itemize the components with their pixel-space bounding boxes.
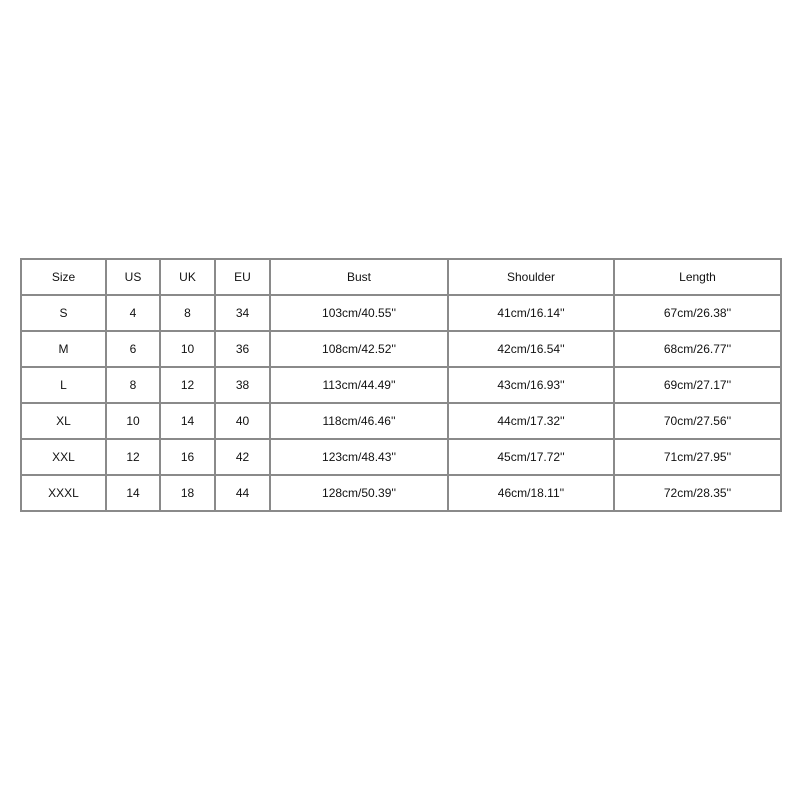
cell-eu: 36 — [215, 331, 270, 367]
header-us: US — [106, 259, 160, 295]
cell-shoulder: 42cm/16.54'' — [448, 331, 614, 367]
size-chart-table — [20, 258, 782, 512]
cell-eu: 34 — [215, 295, 270, 331]
cell-length: 70cm/27.56'' — [614, 403, 781, 439]
header-length: Length — [614, 259, 781, 295]
cell-length: 71cm/27.95'' — [614, 439, 781, 475]
header-shoulder: Shoulder — [448, 259, 614, 295]
cell-size: M — [21, 331, 106, 367]
cell-us: 8 — [106, 367, 160, 403]
header-bust: Bust — [270, 259, 448, 295]
cell-uk: 8 — [160, 295, 215, 331]
cell-uk: 16 — [160, 439, 215, 475]
table-row — [21, 403, 781, 439]
cell-length: 68cm/26.77'' — [614, 331, 781, 367]
cell-uk: 18 — [160, 475, 215, 511]
header-uk: UK — [160, 259, 215, 295]
cell-us: 12 — [106, 439, 160, 475]
cell-shoulder: 41cm/16.14'' — [448, 295, 614, 331]
cell-size: XL — [21, 403, 106, 439]
cell-us: 10 — [106, 403, 160, 439]
cell-uk: 10 — [160, 331, 215, 367]
cell-bust: 103cm/40.55'' — [270, 295, 448, 331]
cell-eu: 40 — [215, 403, 270, 439]
cell-uk: 12 — [160, 367, 215, 403]
table-row — [21, 439, 781, 475]
table-row — [21, 475, 781, 511]
table-row — [21, 331, 781, 367]
cell-eu: 44 — [215, 475, 270, 511]
cell-length: 72cm/28.35'' — [614, 475, 781, 511]
table-row — [21, 367, 781, 403]
cell-eu: 42 — [215, 439, 270, 475]
cell-bust: 128cm/50.39'' — [270, 475, 448, 511]
cell-shoulder: 43cm/16.93'' — [448, 367, 614, 403]
cell-size: XXXL — [21, 475, 106, 511]
cell-length: 69cm/27.17'' — [614, 367, 781, 403]
cell-bust: 123cm/48.43'' — [270, 439, 448, 475]
cell-us: 4 — [106, 295, 160, 331]
cell-size: XXL — [21, 439, 106, 475]
cell-eu: 38 — [215, 367, 270, 403]
cell-bust: 108cm/42.52'' — [270, 331, 448, 367]
header-size: Size — [21, 259, 106, 295]
header-eu: EU — [215, 259, 270, 295]
cell-bust: 118cm/46.46'' — [270, 403, 448, 439]
cell-size: S — [21, 295, 106, 331]
cell-us: 6 — [106, 331, 160, 367]
cell-uk: 14 — [160, 403, 215, 439]
cell-size: L — [21, 367, 106, 403]
cell-shoulder: 44cm/17.32'' — [448, 403, 614, 439]
table-row — [21, 295, 781, 331]
cell-us: 14 — [106, 475, 160, 511]
cell-length: 67cm/26.38'' — [614, 295, 781, 331]
cell-shoulder: 45cm/17.72'' — [448, 439, 614, 475]
cell-bust: 113cm/44.49'' — [270, 367, 448, 403]
header-row — [21, 259, 781, 295]
cell-shoulder: 46cm/18.11'' — [448, 475, 614, 511]
